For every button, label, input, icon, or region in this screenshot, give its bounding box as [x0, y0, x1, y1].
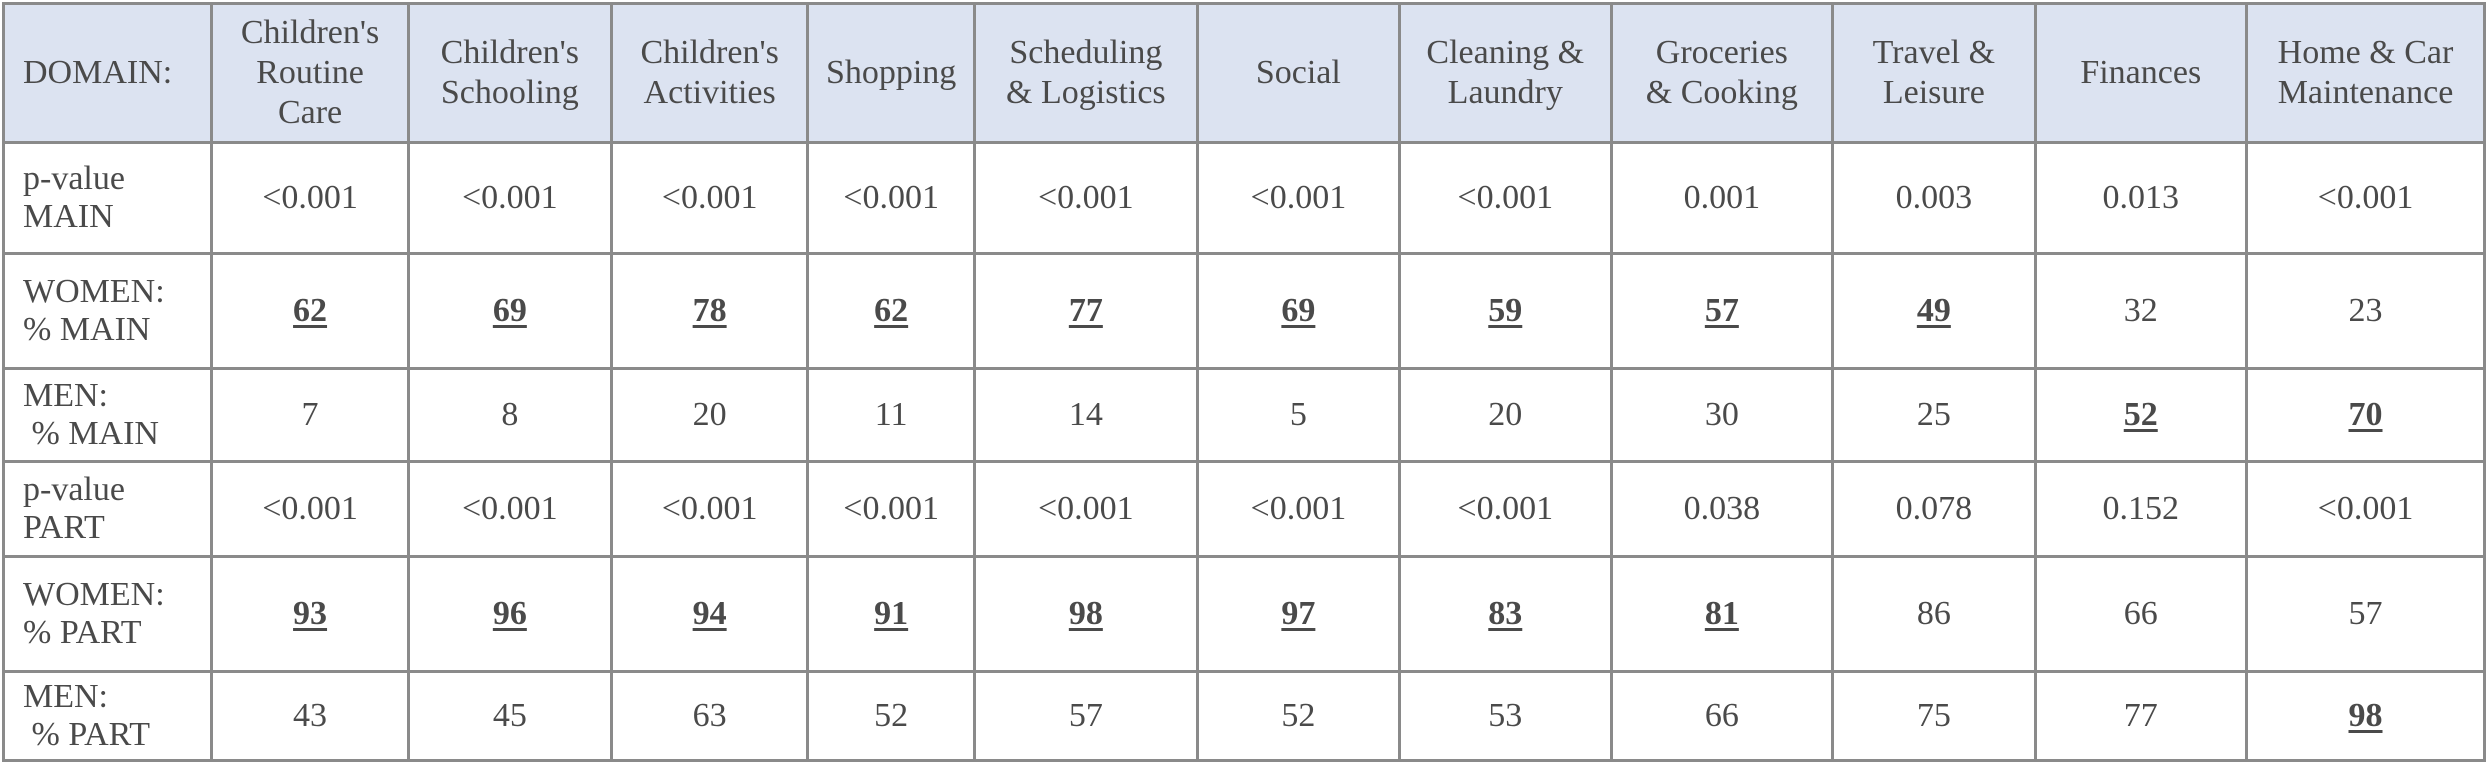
table-cell [2247, 462, 2485, 557]
table-cell [1400, 462, 1611, 557]
row-label-text: MAIN [23, 198, 114, 235]
domain-label: DOMAIN: [23, 54, 173, 91]
column-header-text: Routine [256, 54, 364, 91]
row-label-text: % PART [23, 716, 151, 753]
row-label-cell [4, 143, 212, 254]
highlighted-value: 69 [1281, 292, 1316, 329]
row-label-text: MEN: [23, 678, 108, 715]
highlighted-value: 91 [874, 595, 909, 632]
row-label-cell [4, 369, 212, 462]
cell-value: 63 [692, 697, 727, 734]
table-cell [1611, 143, 1833, 254]
cell-value: <0.001 [462, 179, 558, 216]
highlighted-value: 81 [1704, 595, 1739, 632]
column-header [212, 4, 408, 143]
table-cell [2035, 369, 2246, 462]
column-header [2035, 4, 2246, 143]
cell-value: 7 [301, 396, 319, 433]
table-cell [1833, 672, 2035, 761]
highlighted-value: 96 [492, 595, 527, 632]
cell-value: 5 [1289, 396, 1307, 433]
cell-value: 45 [492, 697, 527, 734]
table-cell [612, 369, 808, 462]
table-cell [2247, 143, 2485, 254]
highlighted-value: 62 [874, 292, 909, 329]
highlighted-value: 69 [492, 292, 527, 329]
highlighted-value: 83 [1488, 595, 1523, 632]
column-header-text: Schooling [440, 74, 579, 111]
table-row [4, 369, 2485, 462]
table-cell [2247, 369, 2485, 462]
row-label-text: PART [23, 509, 105, 546]
cell-value: <0.001 [843, 179, 939, 216]
column-header-text: & Logistics [1006, 74, 1166, 111]
row-label-text: WOMEN: [23, 576, 165, 613]
table-cell [1400, 557, 1611, 672]
cell-value: 52 [874, 697, 909, 734]
table-cell [975, 369, 1198, 462]
table-cell [612, 462, 808, 557]
cell-value: 20 [692, 396, 727, 433]
domain-header-cell [4, 4, 212, 143]
cell-value: 66 [1704, 697, 1739, 734]
column-header-text: Shopping [825, 54, 957, 91]
table-row [4, 254, 2485, 369]
column-header [1400, 4, 1611, 143]
column-header [2247, 4, 2485, 143]
cell-value: <0.001 [661, 490, 758, 527]
cell-value: <0.001 [1457, 179, 1554, 216]
row-label-text: % MAIN [23, 311, 151, 348]
column-header-text: Travel & [1872, 34, 1996, 71]
cell-value: 57 [1068, 697, 1103, 734]
data-table [2, 2, 2486, 762]
cell-value: 14 [1068, 396, 1103, 433]
table-cell [1197, 143, 1399, 254]
table-cell [1833, 143, 2035, 254]
cell-value: <0.001 [1038, 490, 1134, 527]
table-cell [1833, 369, 2035, 462]
table-cell [1197, 462, 1399, 557]
column-header [408, 4, 611, 143]
table-body [4, 143, 2485, 761]
cell-value: <0.001 [2317, 490, 2414, 527]
column-header [1197, 4, 1399, 143]
table-cell [408, 462, 611, 557]
highlighted-value: 78 [692, 292, 727, 329]
table-cell [975, 672, 1198, 761]
highlighted-value: 57 [1704, 292, 1739, 329]
cell-value: 25 [1916, 396, 1951, 433]
table-row [4, 557, 2485, 672]
table-row [4, 462, 2485, 557]
table-cell [212, 557, 408, 672]
table-row [4, 672, 2485, 761]
row-label-text: p-value [23, 160, 125, 197]
cell-value: 0.038 [1683, 490, 1761, 527]
table-cell [1611, 462, 1833, 557]
highlighted-value: 98 [2348, 697, 2383, 734]
cell-value: 0.152 [2102, 490, 2179, 527]
cell-value: 8 [501, 396, 519, 433]
header-row [4, 4, 2485, 143]
highlighted-value: 94 [692, 595, 727, 632]
highlighted-value: 70 [2348, 396, 2383, 433]
table-cell [1400, 254, 1611, 369]
row-label-text: % MAIN [23, 415, 159, 452]
table-cell [1833, 462, 2035, 557]
table-cell [2247, 557, 2485, 672]
cell-value: 75 [1916, 697, 1951, 734]
column-header-text: Finances [2080, 54, 2202, 91]
column-header-text: Care [277, 94, 343, 131]
column-header-text: Cleaning & [1426, 34, 1585, 71]
row-label-text: MEN: [23, 377, 108, 414]
table-cell [808, 369, 975, 462]
table-cell [408, 369, 611, 462]
table-cell [2035, 254, 2246, 369]
row-label-cell [4, 672, 212, 761]
row-label-cell [4, 462, 212, 557]
table-cell [1197, 672, 1399, 761]
cell-value: 32 [2123, 292, 2158, 329]
table-cell [1197, 254, 1399, 369]
table-cell [408, 557, 611, 672]
column-header-text: & Cooking [1645, 74, 1798, 111]
table-cell [612, 254, 808, 369]
highlighted-value: 59 [1488, 292, 1523, 329]
cell-value: 86 [1916, 595, 1951, 632]
table-cell [212, 254, 408, 369]
table-cell [975, 254, 1198, 369]
table-cell [975, 462, 1198, 557]
table-cell [1833, 557, 2035, 672]
column-header-text: Children's [440, 34, 580, 71]
column-header-text: Scheduling [1009, 34, 1163, 71]
cell-value: 11 [874, 396, 908, 433]
table-cell [1611, 254, 1833, 369]
table-cell [612, 143, 808, 254]
cell-value: 57 [2348, 595, 2383, 632]
cell-value: 23 [2348, 292, 2383, 329]
column-header [1611, 4, 1833, 143]
table-cell [1611, 557, 1833, 672]
table-cell [1400, 369, 1611, 462]
cell-value: 43 [293, 697, 328, 734]
column-header-text: Leisure [1882, 74, 1985, 111]
highlighted-value: 97 [1281, 595, 1316, 632]
table-cell [212, 143, 408, 254]
table-cell [408, 254, 611, 369]
cell-value: <0.001 [262, 179, 358, 216]
highlighted-value: 49 [1916, 292, 1951, 329]
column-header-text: Children's [240, 14, 380, 51]
highlighted-value: 98 [1068, 595, 1103, 632]
table-cell [212, 462, 408, 557]
column-header-text: Social [1255, 54, 1341, 91]
column-header-text: Groceries [1655, 34, 1788, 71]
highlighted-value: 93 [293, 595, 328, 632]
row-label-text: % PART [23, 614, 142, 651]
column-header-text: Activities [643, 74, 776, 111]
table-cell [1833, 254, 2035, 369]
table-cell [2035, 672, 2246, 761]
cell-value: <0.001 [462, 490, 558, 527]
highlighted-value: 62 [293, 292, 328, 329]
column-header-text: Laundry [1447, 74, 1563, 111]
cell-value: 0.001 [1683, 179, 1761, 216]
cell-value: <0.001 [1038, 179, 1134, 216]
column-header [808, 4, 975, 143]
column-header [975, 4, 1198, 143]
highlighted-value: 52 [2123, 396, 2158, 433]
row-label-cell [4, 557, 212, 672]
column-header-text: Maintenance [2277, 74, 2454, 111]
cell-value: 0.003 [1895, 179, 1973, 216]
column-header-text: Children's [640, 34, 779, 71]
row-label-text: WOMEN: [23, 273, 165, 310]
table-cell [808, 462, 975, 557]
table-cell [612, 557, 808, 672]
table-cell [2247, 254, 2485, 369]
cell-value: 20 [1488, 396, 1523, 433]
cell-value: 0.013 [2102, 179, 2179, 216]
table-row [4, 143, 2485, 254]
table-cell [1611, 369, 1833, 462]
cell-value: <0.001 [661, 179, 758, 216]
table-cell [1197, 557, 1399, 672]
column-header [1833, 4, 2035, 143]
table-cell [808, 254, 975, 369]
table-cell [2035, 143, 2246, 254]
table-cell [1197, 369, 1399, 462]
table-cell [1611, 672, 1833, 761]
table-cell [808, 143, 975, 254]
table-cell [975, 143, 1198, 254]
cell-value: <0.001 [262, 490, 358, 527]
table-cell [408, 672, 611, 761]
column-header [612, 4, 808, 143]
table-cell [2035, 462, 2246, 557]
cell-value: 52 [1281, 697, 1316, 734]
cell-value: 53 [1488, 697, 1523, 734]
column-header-text: Home & Car [2277, 34, 2454, 71]
table-cell [212, 672, 408, 761]
row-label-cell [4, 254, 212, 369]
cell-value: <0.001 [2317, 179, 2414, 216]
table-cell [975, 557, 1198, 672]
cell-value: 66 [2123, 595, 2158, 632]
table-cell [612, 672, 808, 761]
table-cell [212, 369, 408, 462]
table-cell [2035, 557, 2246, 672]
cell-value: 0.078 [1895, 490, 1973, 527]
table-cell [808, 557, 975, 672]
table-cell [2247, 672, 2485, 761]
cell-value: <0.001 [1457, 490, 1554, 527]
cell-value: 30 [1704, 396, 1739, 433]
table-cell [808, 672, 975, 761]
table-cell [1400, 143, 1611, 254]
cell-value: <0.001 [1250, 179, 1347, 216]
highlighted-value: 77 [1068, 292, 1103, 329]
row-label-text: p-value [23, 471, 125, 508]
cell-value: <0.001 [1250, 490, 1347, 527]
table-cell [1400, 672, 1611, 761]
cell-value: <0.001 [843, 490, 939, 527]
cell-value: 77 [2123, 697, 2158, 734]
table-cell [408, 143, 611, 254]
